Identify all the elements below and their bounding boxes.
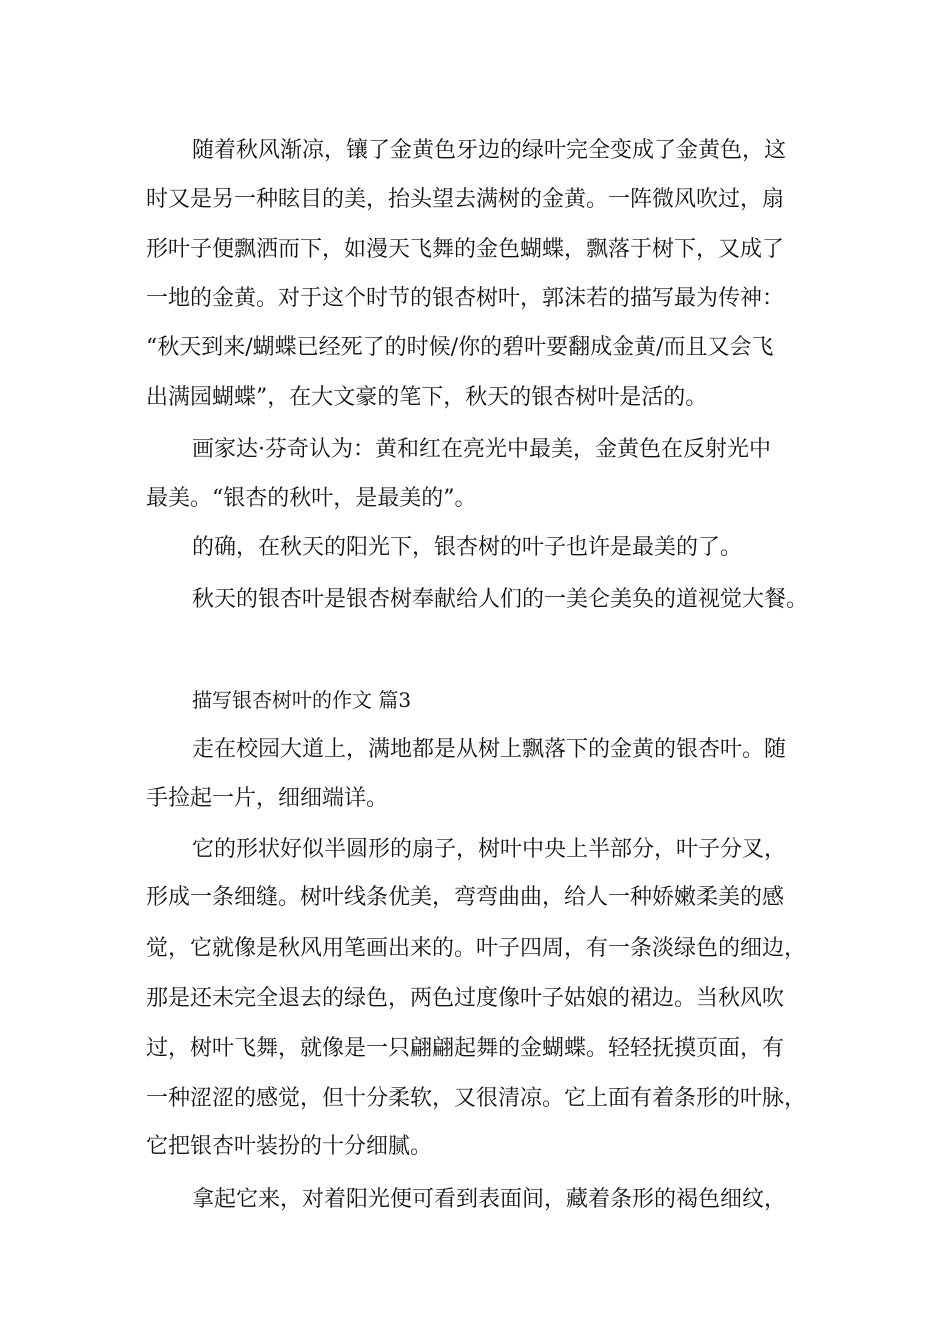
line-text: 一地的金黄。对于这个时节的银杏树叶，郭沫若的描写最为传神： <box>146 286 785 311</box>
paragraph-line <box>0 226 950 274</box>
line-text: 时又是另一种眩目的美，抬头望去满树的金黄。一阵微风吹过，扇 <box>146 187 785 212</box>
line-text: 形成一条细缝。树叶线条优美，弯弯曲曲，给人一种娇嫩柔美的感 <box>146 885 785 910</box>
line-text: 它的形状好似半圆形的扇子，树叶中央上半部分，叶子分叉， <box>192 837 787 862</box>
paragraph-line <box>0 826 950 874</box>
heading-text: 描写银杏树叶的作文 篇3 <box>192 688 412 712</box>
line-text: 过，树叶飞舞，就像是一只翩翩起舞的金蝴蝶。轻轻抚摸页面，有 <box>146 1036 785 1061</box>
paragraph-line <box>0 324 950 372</box>
line-text: 它把银杏叶装扮的十分细腻。 <box>146 1134 433 1159</box>
line-text: “秋天到来/蝴蝶已经死了的时候/你的碧叶要翻成金黄/而且又会飞 <box>146 335 774 360</box>
paragraph-line <box>0 775 950 823</box>
line-text: 随着秋风渐凉，镶了金黄色牙边的绿叶完全变成了金黄色，这 <box>192 138 787 163</box>
line-text: 那是还未完全退去的绿色，两色过度像叶子姑娘的裙边。当秋风吹 <box>146 986 785 1011</box>
paragraph-line <box>0 1176 950 1224</box>
paragraph-line <box>0 127 950 175</box>
paragraph-line <box>0 374 950 422</box>
paragraph-line <box>0 426 950 474</box>
line-text: 画家达·芬奇认为：黄和红在亮光中最美，金黄色在反射光中 <box>192 437 771 462</box>
paragraph-line <box>0 925 950 973</box>
paragraph-line <box>0 874 950 922</box>
paragraph-line <box>0 176 950 224</box>
paragraph-line <box>0 726 950 774</box>
line-text: 拿起它来，对着阳光便可看到表面间，藏着条形的褐色细纹， <box>192 1187 787 1212</box>
paragraph-line <box>0 1025 950 1073</box>
paragraph-line <box>0 1075 950 1123</box>
paragraph-line <box>0 576 950 624</box>
line-text: 的确，在秋天的阳光下，银杏树的叶子也许是最美的了。 <box>192 535 743 560</box>
paragraph-line <box>0 1123 950 1171</box>
section-heading <box>0 676 950 724</box>
line-text: 走在校园大道上，满地都是从树上飘落下的金黄的银杏叶。随 <box>192 737 787 762</box>
line-text: 形叶子便飘洒而下，如漫天飞舞的金色蝴蝶，飘落于树下，又成了 <box>146 237 785 262</box>
paragraph-line <box>0 275 950 323</box>
paragraph-line <box>0 975 950 1023</box>
paragraph-line <box>0 475 950 523</box>
line-text: 最美。“银杏的秋叶，是最美的”。 <box>146 486 477 511</box>
line-text: 觉，它就像是秋风用笔画出来的。叶子四周，有一条淡绿色的细边， <box>146 936 807 961</box>
line-text: 手捡起一片，细细端详。 <box>146 786 389 811</box>
line-text: 秋天的银杏叶是银杏树奉献给人们的一美仑美奂的道视觉大餐。 <box>192 587 809 612</box>
line-text: 一种涩涩的感觉，但十分柔软，又很清凉。它上面有着条形的叶脉， <box>146 1086 807 1111</box>
paragraph-line <box>0 524 950 572</box>
line-text: 出满园蝴蝶”，在大文豪的笔下，秋天的银杏树叶是活的。 <box>146 385 708 410</box>
